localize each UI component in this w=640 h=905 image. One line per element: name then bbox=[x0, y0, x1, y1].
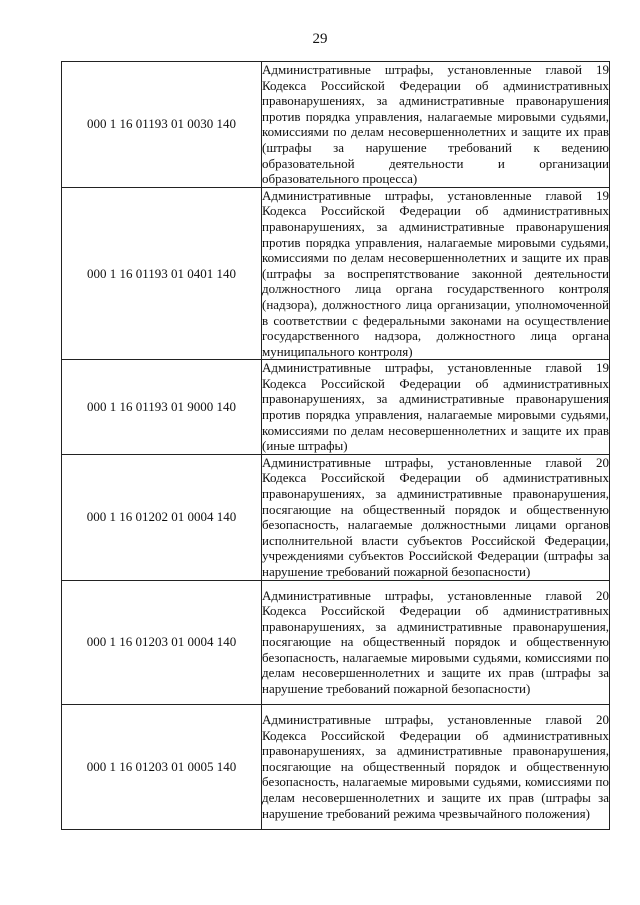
table-row bbox=[62, 704, 610, 829]
classification-code: 000 1 16 01193 01 9000 140 bbox=[62, 360, 262, 455]
description-cell bbox=[262, 580, 610, 704]
code-description: Административные штрафы, установленные главой 19 Кодекса Российской Федерации об административных правонарушениях, за административные правонарушения против порядка управления, налагаемые мировыми судьями, комиссиями по делам несовершеннолетних и защите их прав (штрафы за нарушение требований к ведению образовательной деятельности и организации образовательного процесса) bbox=[262, 62, 609, 187]
code-description: Административные штрафы, установленные главой 20 Кодекса Российской Федерации об административных правонарушениях, за административные правонарушения, посягающие на общественный порядок и общественную безопасность, налагаемые мировыми судьями, комиссиями по делам несовершеннолетних и защите их прав (штрафы за нарушение требований пожарной безопасности) bbox=[262, 587, 609, 697]
classification-code: 000 1 16 01193 01 0401 140 bbox=[62, 187, 262, 360]
description-cell bbox=[262, 360, 610, 455]
table-row bbox=[62, 62, 610, 188]
table-row bbox=[62, 360, 610, 455]
classification-code: 000 1 16 01202 01 0004 140 bbox=[62, 454, 262, 580]
budget-classification-table bbox=[61, 61, 610, 830]
classification-code: 000 1 16 01203 01 0005 140 bbox=[62, 704, 262, 829]
code-description: Административные штрафы, установленные главой 19 Кодекса Российской Федерации об административных правонарушениях, за административные правонарушения против порядка управления, налагаемые мировыми судьями, комиссиями по делам несовершеннолетних и защите их прав (штрафы за воспрепятствование законной деятельности должностного лица органа государственного контроля (надзора), должностного лица организации, уполномоченной в соответствии с федеральными законами на осуществление государственного надзора, должностного лица органа муниципального контроля) bbox=[262, 187, 609, 359]
description-cell bbox=[262, 454, 610, 580]
description-cell bbox=[262, 704, 610, 829]
table-row bbox=[62, 187, 610, 360]
description-cell bbox=[262, 62, 610, 188]
description-cell bbox=[262, 187, 610, 360]
classification-code: 000 1 16 01203 01 0004 140 bbox=[62, 580, 262, 704]
code-description: Административные штрафы, установленные главой 20 Кодекса Российской Федерации об административных правонарушениях, за административные правонарушения, посягающие на общественный порядок и общественную безопасность, налагаемые мировыми судьями, комиссиями по делам несовершеннолетних и защите их прав (штрафы за нарушение требований режима чрезвычайного положения) bbox=[262, 712, 609, 821]
page-number: 29 bbox=[312, 31, 328, 47]
classification-code: 000 1 16 01193 01 0030 140 bbox=[62, 62, 262, 188]
table-row bbox=[62, 454, 610, 580]
table-row bbox=[62, 580, 610, 704]
code-description: Административные штрафы, установленные главой 20 Кодекса Российской Федерации об административных правонарушениях, за административные правонарушения, посягающие на общественный порядок и общественную безопасность, налагаемые должностными лицами органов исполнительной власти субъектов Российской Федерации, учреждениями субъектов Российской Федерации (штрафы за нарушение требований пожарной безопасности) bbox=[262, 454, 609, 579]
code-description: Административные штрафы, установленные главой 19 Кодекса Российской Федерации об административных правонарушениях, за административные правонарушения против порядка управления, налагаемые мировыми судьями, комиссиями по делам несовершеннолетних и защите их прав (иные штрафы) bbox=[262, 360, 609, 454]
